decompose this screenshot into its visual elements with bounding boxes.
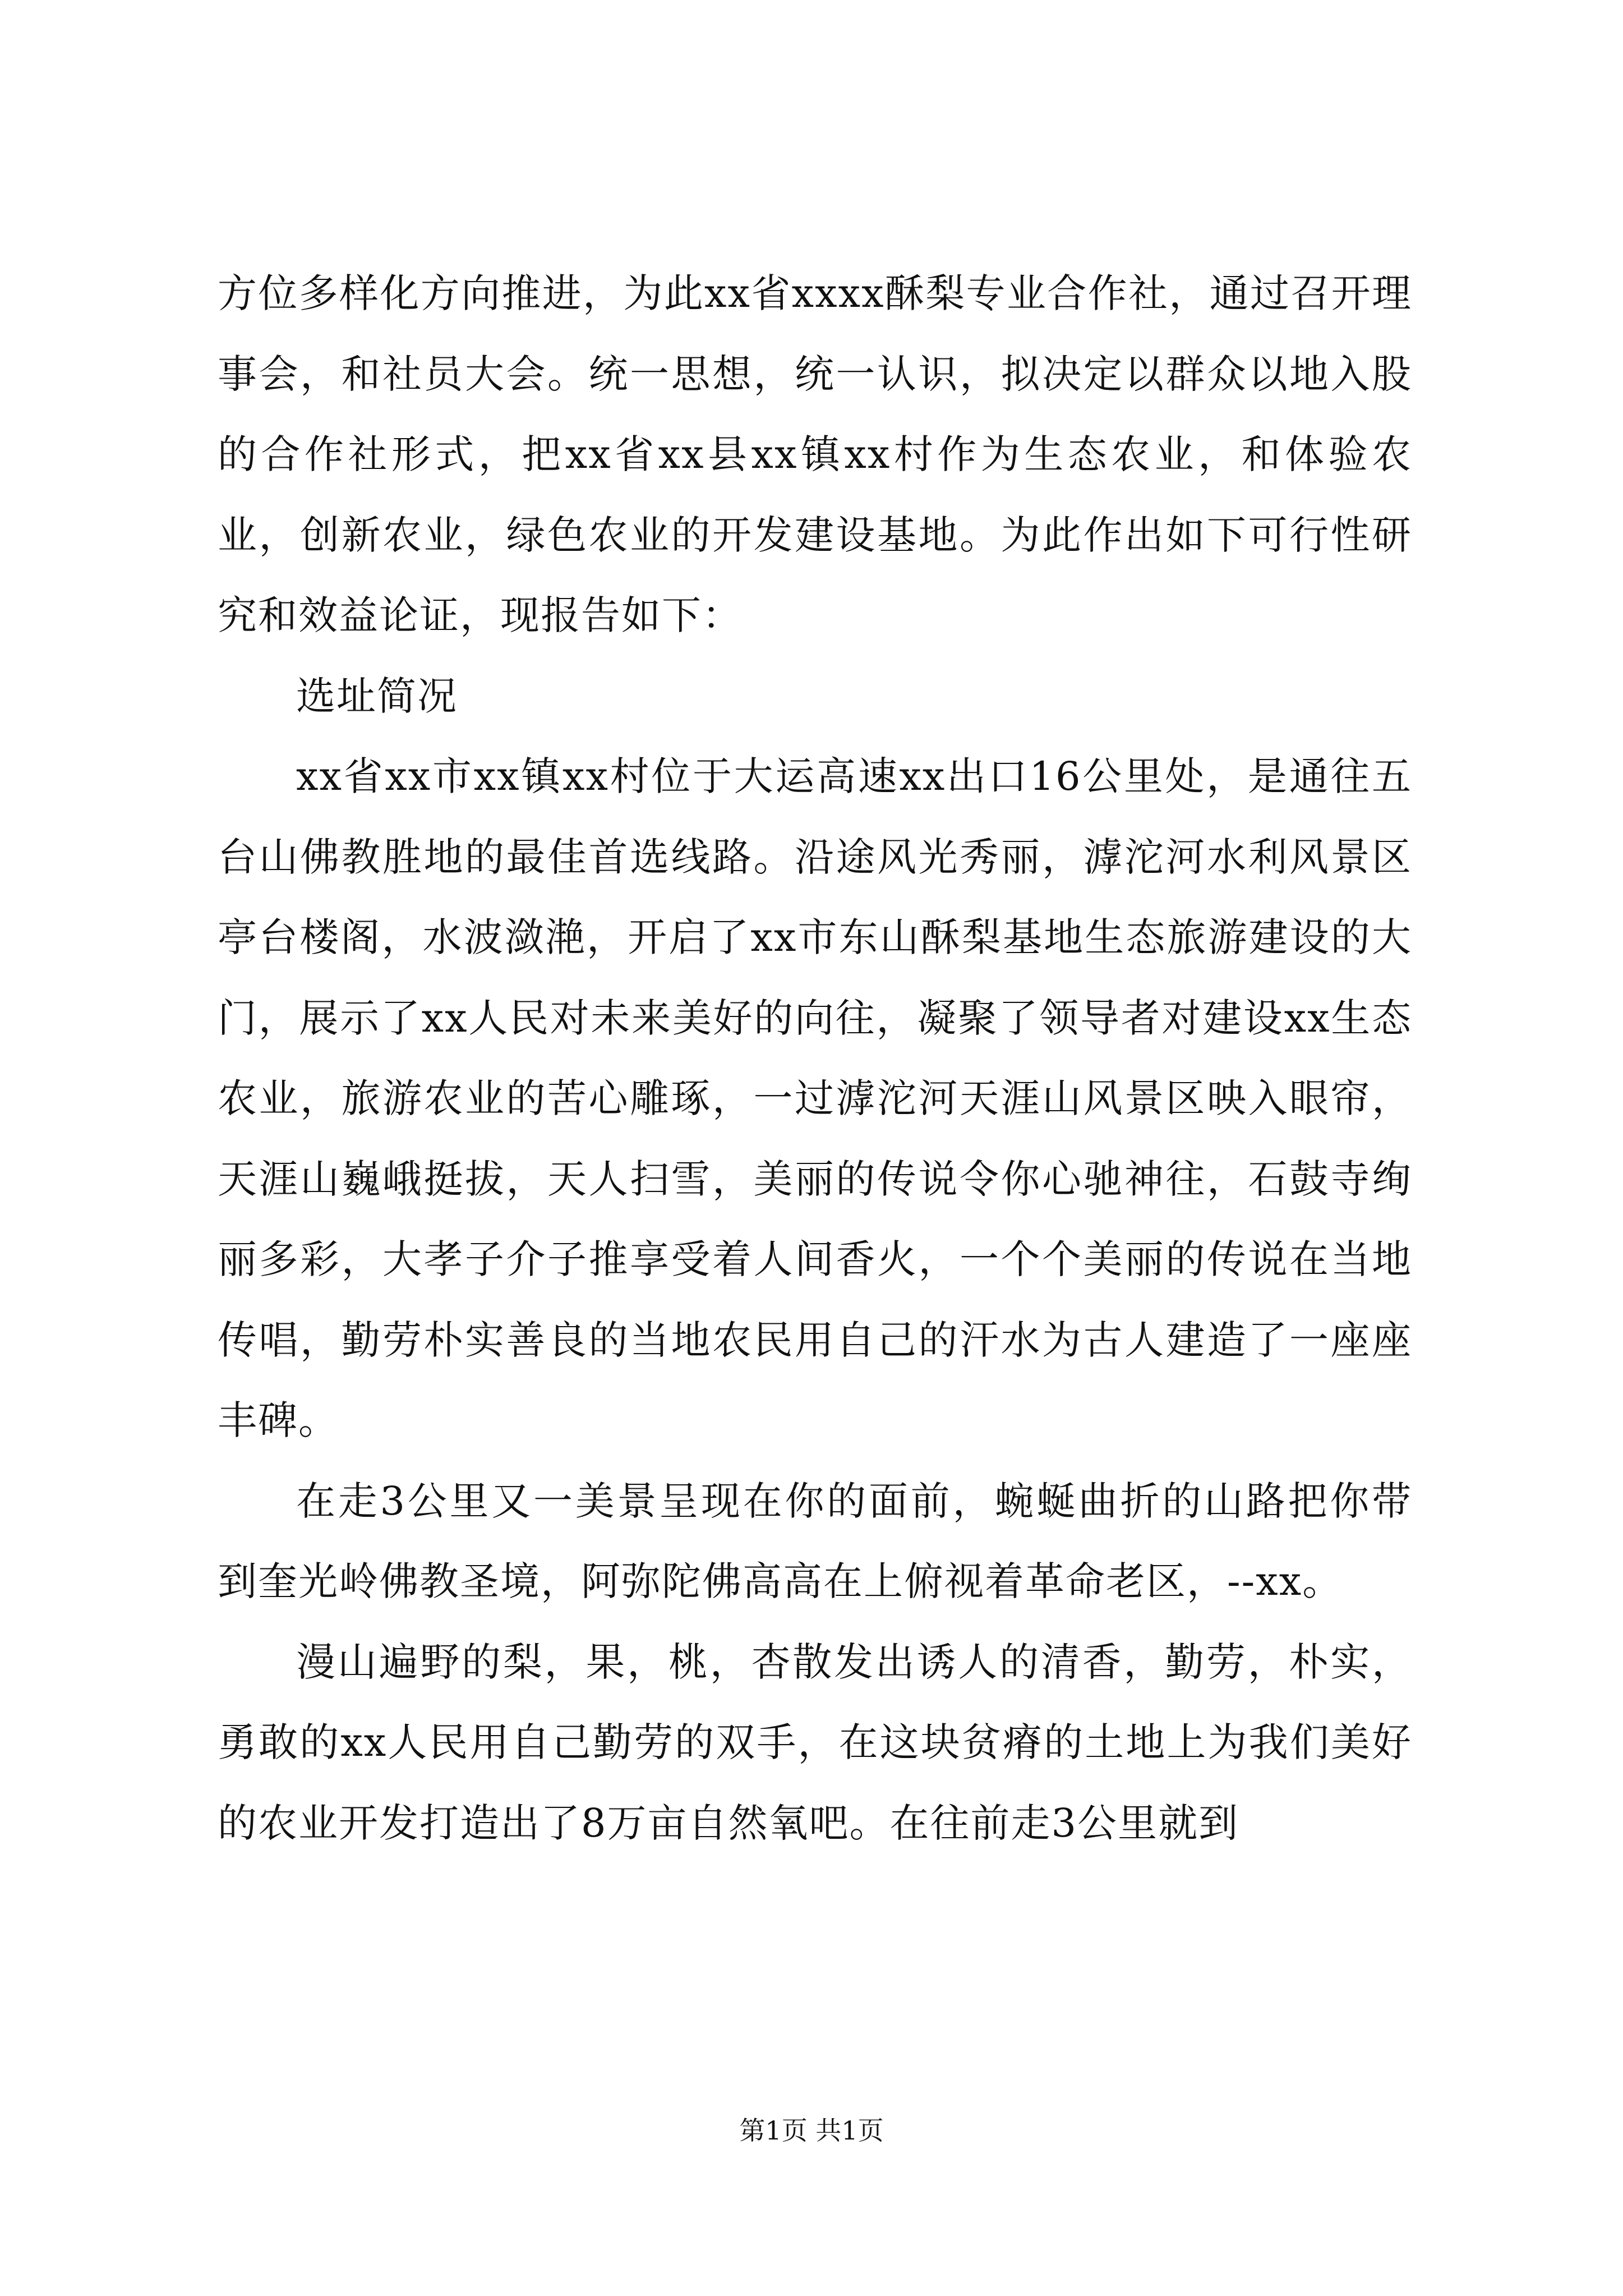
paragraph-scenery: 在走3公里又一美景呈现在你的面前，蜿蜒曲折的山路把你带到奎光岭佛教圣境，阿弥陀佛高高在上俯视着革命老区，--xx。 [218, 1478, 1412, 1604]
document-body [218, 254, 1412, 1864]
page-footer: 第1页 共1页 [739, 2115, 884, 2146]
paragraph-location: xx省xx市xx镇xx村位于大运高速xx出口16公里处，是通往五台山佛教胜地的最佳首选线路。沿途风光秀丽，滹沱河水利风景区亭台楼阁，水波潋滟，开启了xx市东山酥梨基地生态旅游建设的大门，展示了xx人民对未来美好的向往，凝聚了领导者对建设xx生态农业，旅游农业的苦心雕琢，一过滹沱河天涯山风景区映入眼帘，天涯山巍峨挺拔，天人扫雪，美丽的传说令你心驰神往，石鼓寺绚丽多彩，大孝子介子推享受着人间香火，一个个美丽的传说在当地传唱，勤劳朴实善良的当地农民用自己的汗水为古人建造了一座座丰碑。 [218, 753, 1412, 1443]
section-heading-site-overview: 选址简况 [296, 673, 458, 719]
paragraph-orchards: 漫山遍野的梨，果，桃，杏散发出诱人的清香，勤劳，朴实，勇敢的xx人民用自己勤劳的双手，在这块贫瘠的土地上为我们美好的农业开发打造出了8万亩自然氧吧。在往前走3公里就到 [218, 1639, 1412, 1846]
paragraph-intro: 方位多样化方向推进，为此xx省xxxx酥梨专业合作社，通过召开理事会，和社员大会。统一思想，统一认识，拟决定以群众以地入股的合作社形式，把xx省xx县xx镇xx村作为生态农业，和体验农业，创新农业，绿色农业的开发建设基地。为此作出如下可行性研究和效益论证，现报告如下： [218, 270, 1412, 638]
